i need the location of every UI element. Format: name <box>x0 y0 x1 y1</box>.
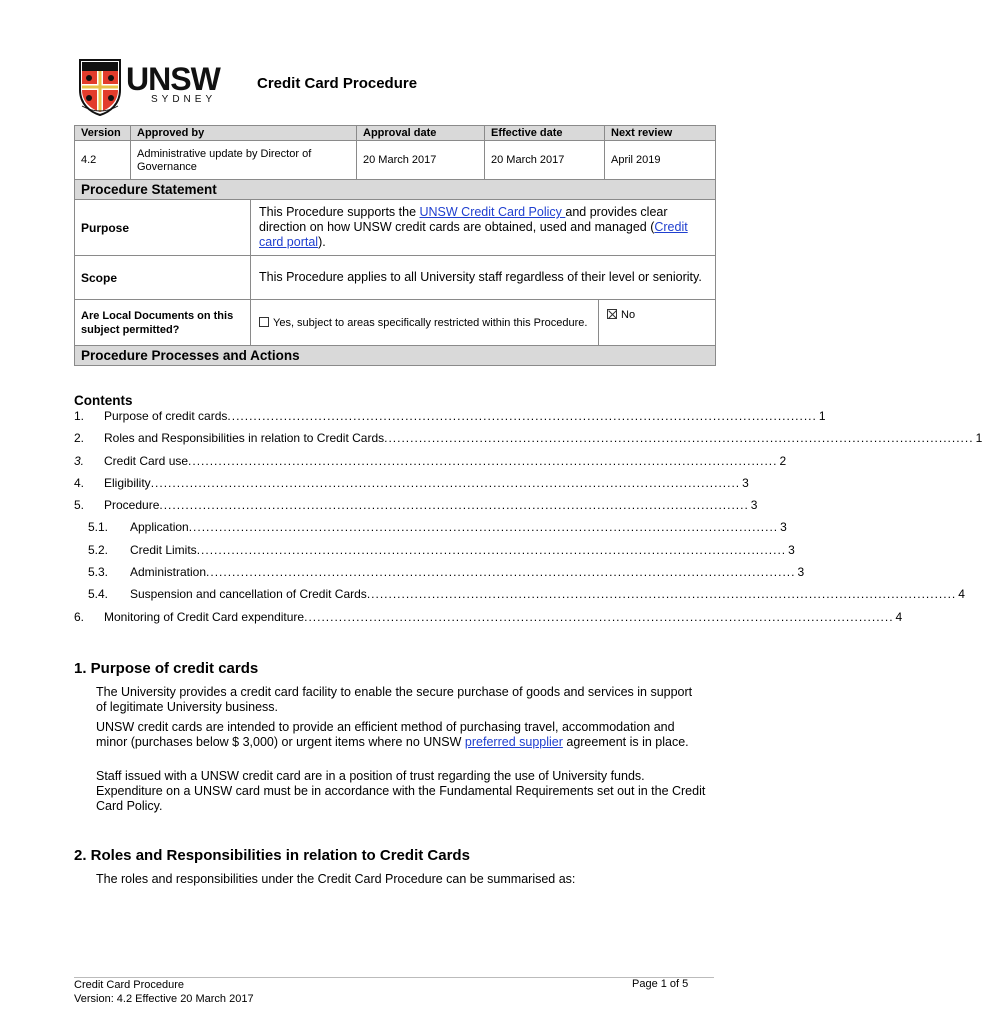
toc-item[interactable] <box>74 520 787 542</box>
no-checkbox[interactable] <box>607 309 617 319</box>
local-documents-row <box>75 300 716 346</box>
scope-label: Scope <box>75 256 251 300</box>
toc-item[interactable] <box>74 409 826 431</box>
logo-sydney: SYDNEY <box>151 94 217 105</box>
toc-page: 1 <box>818 409 826 423</box>
local-documents-label: Are Local Documents on this subject permitted? <box>75 300 251 346</box>
toc-page: 2 <box>779 453 787 468</box>
purpose-text <box>251 200 716 256</box>
toc-leader: ........................................................................................................................................ <box>159 498 749 513</box>
toc-label: Eligibility <box>104 475 151 490</box>
toc-number: 5.1. <box>88 520 109 535</box>
section-2-heading: 2. Roles and Responsibilities in relation to Credit Cards <box>74 847 470 864</box>
toc-number: 3. <box>74 453 85 468</box>
section-1-paragraph-2 <box>96 720 706 750</box>
purpose-label: Purpose <box>75 200 251 256</box>
toc-item[interactable] <box>74 498 758 520</box>
section-2-paragraph-1: The roles and responsibilities under the Credit Card Procedure can be summarised as: <box>96 872 576 886</box>
unsw-crest-icon <box>78 58 122 116</box>
purpose-text-part: ). <box>318 235 326 249</box>
toc-item[interactable] <box>74 587 965 609</box>
contents-title: Contents <box>74 393 133 408</box>
toc-label: Roles and Responsibilities in relation to Credit Cards <box>104 431 385 446</box>
toc-page: 3 <box>780 520 787 535</box>
paragraph-text: agreement is in place. <box>562 735 689 749</box>
toc-number: 6. <box>74 609 85 624</box>
scope-text: This Procedure applies to all University staff regardless of their level or seniority. <box>251 256 716 300</box>
procedure-statement-heading: Procedure Statement <box>75 180 716 200</box>
section-1-heading: 1. Purpose of credit cards <box>74 660 259 677</box>
footer-title: Credit Card Procedure <box>74 979 185 991</box>
cell-approval-date: 20 March 2017 <box>357 141 485 181</box>
toc-number: 5.2. <box>88 542 109 557</box>
toc-item[interactable] <box>74 565 805 587</box>
toc-page: 3 <box>742 475 749 490</box>
toc-number: 5.4. <box>88 587 109 602</box>
no-option-label: No <box>621 309 636 321</box>
toc-number: 5. <box>74 498 85 513</box>
credit-card-policy-link[interactable]: UNSW Credit Card Policy <box>419 205 566 219</box>
toc-page: 3 <box>797 565 805 580</box>
cell-next-review: April 2019 <box>605 141 716 181</box>
toc-leader: ........................................................................................................................................ <box>384 431 974 446</box>
toc-label: Monitoring of Credit Card expenditure <box>104 609 305 624</box>
unsw-logo <box>78 58 238 118</box>
toc-page: 3 <box>750 498 758 513</box>
purpose-text-part: This Procedure supports the <box>259 205 420 219</box>
preferred-supplier-link[interactable]: preferred supplier <box>464 735 563 749</box>
toc-item[interactable] <box>74 609 903 632</box>
processes-heading: Procedure Processes and Actions <box>75 346 716 366</box>
header-approved-by: Approved by <box>131 126 357 141</box>
toc-label: Credit Card use <box>104 453 189 468</box>
toc-number: 2. <box>74 431 85 446</box>
logo-wordmark: UNSW <box>126 61 220 97</box>
toc-leader: ........................................................................................................................................ <box>150 475 741 490</box>
paragraph-text: UNSW credit cards are intended to provide an efficient method of purchasing travel, accommodation and minor (purchases below $ 3,000) or urgent items where no UNSW <box>96 720 675 749</box>
section-1-paragraph-3: Staff issued with a UNSW credit card are in a position of trust regarding the use of University funds. Expenditure on a UNSW card must be in accordance with the Fundamental Requirements set out in the Credit Card Policy. <box>96 769 706 813</box>
local-documents-yes-cell <box>251 300 599 346</box>
toc-item[interactable] <box>74 431 982 453</box>
local-documents-no-cell <box>599 300 716 346</box>
footer-page-number: Page 1 of 5 <box>632 978 689 990</box>
toc-leader: ........................................................................................................................................ <box>206 565 796 580</box>
toc-page: 4 <box>895 609 903 624</box>
cell-approved-by: Administrative update by Director of Governance <box>131 141 357 181</box>
toc-number: 5.3. <box>88 565 109 580</box>
header-approval-date: Approval date <box>357 126 485 141</box>
toc-leader: ........................................................................................................................................ <box>188 520 779 535</box>
header-next-review: Next review <box>605 126 716 141</box>
toc-label: Procedure <box>104 498 160 513</box>
toc-item[interactable] <box>74 542 795 565</box>
toc-leader: ........................................................................................................................................ <box>188 453 778 468</box>
toc-leader: ........................................................................................................................................ <box>227 409 817 423</box>
scope-row <box>75 256 716 300</box>
toc-page: 3 <box>788 542 795 557</box>
section-1-paragraph-1: The University provides a credit card facility to enable the secure purchase of goods and services in support of legitimate University business. <box>96 685 693 714</box>
toc-page: 4 <box>958 587 965 602</box>
yes-option-label: Yes, subject to areas specifically restricted within this Procedure. <box>273 316 588 329</box>
toc-leader: ........................................................................................................................................ <box>304 609 894 624</box>
yes-checkbox[interactable] <box>259 317 269 327</box>
table-of-contents <box>74 409 982 632</box>
toc-label: Application <box>130 520 189 535</box>
header-effective-date: Effective date <box>485 126 605 141</box>
toc-item[interactable] <box>74 453 787 476</box>
toc-label: Administration <box>130 565 207 580</box>
toc-label: Purpose of credit cards <box>104 409 228 423</box>
footer-info <box>74 978 254 1006</box>
processes-heading-row <box>75 346 716 366</box>
toc-leader: ........................................................................................................................................ <box>196 542 787 557</box>
cell-version: 4.2 <box>75 141 131 181</box>
toc-item[interactable] <box>74 475 749 498</box>
version-table-row <box>75 141 716 181</box>
header-version: Version <box>75 126 131 141</box>
version-table-header <box>75 126 716 141</box>
toc-number: 4. <box>74 475 85 490</box>
procedure-statement-table <box>74 179 716 366</box>
document-title: Credit Card Procedure <box>257 75 418 92</box>
purpose-row <box>75 200 716 256</box>
toc-leader: ........................................................................................................................................ <box>366 587 957 602</box>
toc-page: 1 <box>975 431 982 446</box>
credit-card-portal-link[interactable]: Credit card portal <box>259 220 688 249</box>
purpose-text-part: and provides clear direction on how UNSW credit cards are obtained, used and managed ( <box>259 205 668 234</box>
cell-effective-date: 20 March 2017 <box>485 141 605 181</box>
toc-label: Suspension and cancellation of Credit Cards <box>130 587 367 602</box>
toc-label: Credit Limits <box>130 542 197 557</box>
toc-number: 1. <box>74 409 85 423</box>
procedure-statement-heading-row <box>75 180 716 200</box>
footer-version: Version: 4.2 Effective 20 March 2017 <box>74 993 254 1005</box>
version-table <box>74 125 716 181</box>
